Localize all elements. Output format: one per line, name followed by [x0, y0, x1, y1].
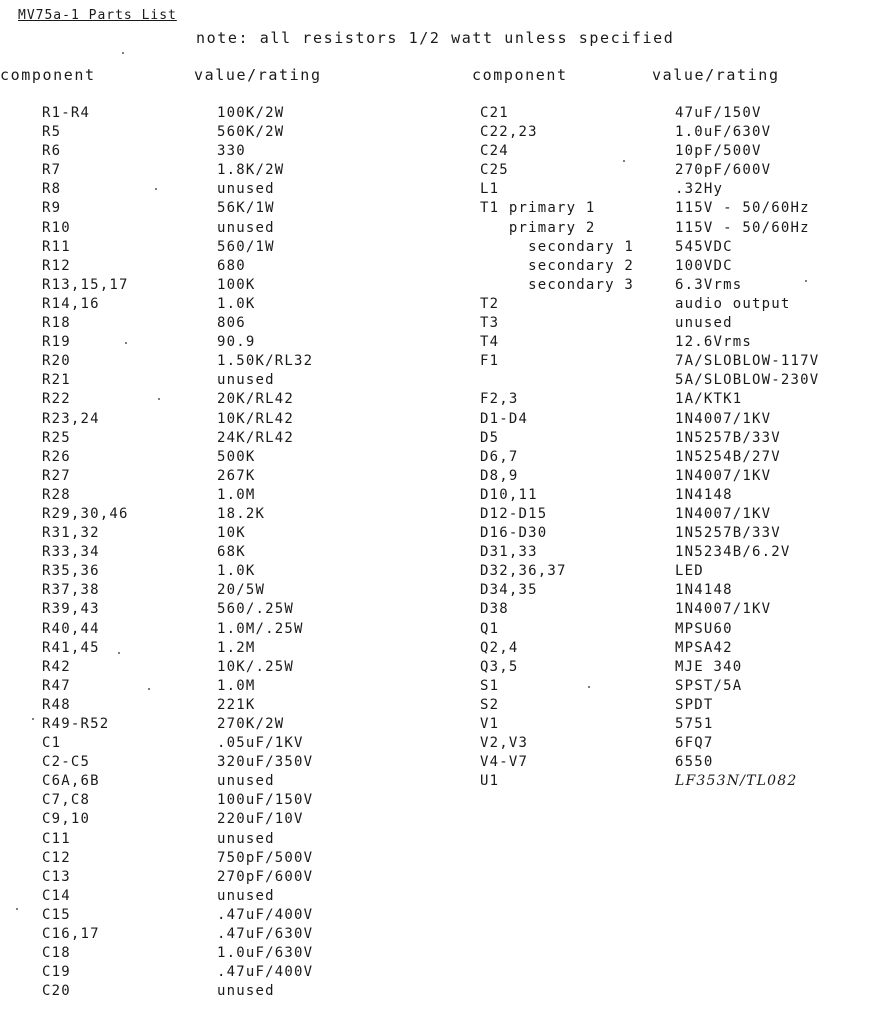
value-cell: 7A/SLOBLOW-117V: [675, 353, 820, 370]
value-cell: unused: [217, 219, 275, 236]
value-cell: 545VDC: [675, 238, 733, 255]
scan-speck: [155, 188, 157, 190]
component-cell: C12: [42, 849, 71, 866]
value-cell: 10K: [217, 525, 246, 542]
component-cell: F1: [480, 353, 500, 370]
value-cell: 68K: [217, 544, 246, 561]
value-cell: 100VDC: [675, 257, 733, 274]
component-cell: R12: [42, 257, 71, 274]
component-cell: R49-R52: [42, 716, 110, 732]
value-cell: 1N4007/1KV: [675, 467, 772, 484]
component-cell: R10: [42, 219, 71, 236]
value-cell: 18.2K: [217, 505, 266, 522]
value-cell: 47uF/150V: [675, 105, 762, 121]
value-cell: 56K/1W: [217, 200, 275, 217]
component-cell: Q3,5: [480, 658, 519, 675]
component-cell: C9,10: [42, 811, 91, 828]
value-cell: unused: [675, 315, 733, 332]
component-cell: R31,32: [42, 525, 100, 542]
component-cell: R25: [42, 429, 71, 446]
component-cell: D32,36,37: [480, 563, 567, 580]
component-cell: T4: [480, 334, 500, 351]
value-cell: 330: [217, 143, 246, 160]
value-cell: 1.0K: [217, 295, 256, 312]
component-cell: C19: [42, 964, 71, 981]
value-cell: 1N4007/1KV: [675, 410, 772, 427]
value-cell: 220uF/10V: [217, 811, 304, 828]
value-cell: 267K: [217, 467, 256, 484]
component-cell: U1: [480, 773, 500, 790]
value-cell: 1N5257B/33V: [675, 525, 781, 542]
component-cell: D6,7: [480, 448, 519, 465]
component-cell: L1: [480, 181, 500, 198]
value-cell: unused: [217, 372, 275, 389]
scan-speck: [148, 688, 150, 690]
component-cell: R6: [42, 143, 62, 160]
component-cell: D16-D30: [480, 525, 548, 542]
value-cell: .47uF/630V: [217, 926, 314, 943]
component-cell: V1: [480, 716, 500, 732]
value-cell: 100uF/150V: [217, 792, 314, 809]
component-cell: R47: [42, 677, 71, 694]
component-cell: D31,33: [480, 544, 538, 561]
header-right-value: value/rating: [652, 66, 780, 84]
component-cell: R48: [42, 696, 71, 713]
value-cell: 1.8K/2W: [217, 162, 285, 179]
scan-speck: [805, 280, 807, 282]
scan-speck: [158, 398, 160, 400]
value-cell: 1.0uF/630V: [675, 124, 772, 141]
value-cell: unused: [217, 830, 275, 847]
value-cell: 560K/2W: [217, 124, 285, 141]
component-cell: V2,V3: [480, 735, 529, 752]
value-cell: MPSU60: [675, 620, 733, 637]
component-cell: C7,C8: [42, 792, 91, 809]
component-cell: R11: [42, 238, 71, 255]
scan-speck: [118, 652, 120, 654]
component-cell: C22,23: [480, 124, 538, 141]
component-cell: R22: [42, 391, 71, 408]
value-cell: unused: [217, 773, 275, 790]
value-cell: 270pF/600V: [217, 868, 314, 885]
component-cell: T1 primary 1: [480, 200, 596, 217]
value-cell: unused: [217, 887, 275, 904]
component-cell: C25: [480, 162, 509, 179]
value-cell: 1.0uF/630V: [217, 945, 314, 962]
value-cell: 270K/2W: [217, 716, 285, 732]
component-cell: R14,16: [42, 295, 100, 312]
component-cell: R1-R4: [42, 105, 91, 121]
value-cell: 1.0K: [217, 563, 256, 580]
value-cell: 560/1W: [217, 238, 275, 255]
value-cell: 6550: [675, 754, 714, 771]
value-cell: 1.0M: [217, 677, 256, 694]
value-cell: 270pF/600V: [675, 162, 772, 179]
component-cell: primary 2: [480, 219, 596, 236]
value-cell: 12.6Vrms: [675, 334, 753, 351]
scan-speck: [122, 52, 124, 54]
component-cell: C14: [42, 887, 71, 904]
value-cell: SPST/5A: [675, 677, 743, 694]
component-cell: R42: [42, 658, 71, 675]
value-cell: 100K: [217, 276, 256, 293]
component-cell: C1: [42, 735, 62, 752]
value-cell: 1N4007/1KV: [675, 505, 772, 522]
component-cell: Q1: [480, 620, 500, 637]
value-cell: SPDT: [675, 696, 714, 713]
component-cell: D38: [480, 601, 509, 618]
component-cell: R33,34: [42, 544, 100, 561]
component-cell: R18: [42, 315, 71, 332]
component-cell: R29,30,46: [42, 505, 129, 522]
value-cell: .32Hy: [675, 181, 724, 198]
component-cell: R41,45: [42, 639, 100, 656]
component-cell: C6A,6B: [42, 773, 100, 790]
component-cell: secondary 2: [480, 257, 635, 274]
component-cell: C2-C5: [42, 754, 91, 771]
component-cell: secondary 3: [480, 276, 635, 293]
component-cell: R26: [42, 448, 71, 465]
parts-list-right-column: [480, 104, 873, 791]
value-cell: 680: [217, 257, 246, 274]
value-cell: MPSA42: [675, 639, 733, 656]
value-cell: unused: [217, 983, 275, 1000]
component-cell: R19: [42, 334, 71, 351]
value-cell: 5A/SLOBLOW-230V: [675, 372, 820, 389]
component-cell: R21: [42, 372, 71, 389]
component-cell: C18: [42, 945, 71, 962]
scan-speck: [125, 342, 127, 344]
value-cell: 1N4148: [675, 486, 733, 503]
value-cell: 24K/RL42: [217, 429, 295, 446]
value-cell: MJE 340: [675, 658, 743, 675]
value-cell: LED: [675, 563, 704, 580]
scan-speck: [16, 908, 18, 910]
value-cell: 115V - 50/60Hz: [675, 219, 810, 236]
component-cell: F2,3: [480, 391, 519, 408]
value-cell: 1N5234B/6.2V: [675, 544, 791, 561]
value-cell: 1.2M: [217, 639, 256, 656]
value-cell: 1N4148: [675, 582, 733, 599]
component-cell: R5: [42, 124, 62, 141]
value-cell: 1.0M/.25W: [217, 620, 304, 637]
value-cell: 1N5257B/33V: [675, 429, 781, 446]
component-cell: D34,35: [480, 582, 538, 599]
value-cell: 115V - 50/60Hz: [675, 200, 810, 217]
component-cell: S2: [480, 696, 500, 713]
parts-list-left-column: [42, 104, 457, 1001]
scan-speck: [32, 718, 34, 720]
component-cell: C15: [42, 906, 71, 923]
value-cell: 10K/RL42: [217, 410, 295, 427]
value-cell: 10pF/500V: [675, 143, 762, 160]
value-cell: 221K: [217, 696, 256, 713]
value-cell: 1A/KTK1: [675, 391, 743, 408]
value-cell: unused: [217, 181, 275, 198]
header-left-component: component: [0, 66, 96, 84]
component-cell: C13: [42, 868, 71, 885]
component-cell: V4-V7: [480, 754, 529, 771]
value-cell: LF353N/TL082: [675, 773, 798, 790]
component-cell: T3: [480, 315, 500, 332]
component-cell: R28: [42, 486, 71, 503]
component-cell: D10,11: [480, 486, 538, 503]
component-cell: R13,15,17: [42, 276, 129, 293]
component-cell: T2: [480, 295, 500, 312]
value-cell: .05uF/1KV: [217, 735, 304, 752]
value-cell: 6FQ7: [675, 735, 714, 752]
value-cell: .47uF/400V: [217, 906, 314, 923]
component-cell: C16,17: [42, 926, 100, 943]
value-cell: audio output: [675, 295, 791, 312]
component-cell: R9: [42, 200, 62, 217]
component-cell: R35,36: [42, 563, 100, 580]
component-cell: C21: [480, 105, 509, 121]
component-cell: R8: [42, 181, 62, 198]
component-cell: R39,43: [42, 601, 100, 618]
resistor-note: note: all resistors 1/2 watt unless specified: [196, 29, 675, 47]
component-cell: secondary 1: [480, 238, 635, 255]
component-cell: C20: [42, 983, 71, 1000]
value-cell: 1N4007/1KV: [675, 601, 772, 618]
component-cell: C24: [480, 143, 509, 160]
component-cell: D8,9: [480, 467, 519, 484]
value-cell: 1.0M: [217, 486, 256, 503]
component-cell: D12-D15: [480, 505, 548, 522]
value-cell: 750pF/500V: [217, 849, 314, 866]
header-right-component: component: [472, 66, 568, 84]
component-cell: Q2,4: [480, 639, 519, 656]
component-cell: R23,24: [42, 410, 100, 427]
component-cell: C11: [42, 830, 71, 847]
component-cell: R27: [42, 467, 71, 484]
scan-speck: [588, 686, 590, 688]
component-cell: R7: [42, 162, 62, 179]
component-cell: R37,38: [42, 582, 100, 599]
component-cell: [480, 371, 675, 390]
value-cell: 10K/.25W: [217, 658, 295, 675]
scan-speck: [623, 160, 625, 162]
value-cell: 1.50K/RL32: [217, 353, 314, 370]
value-cell: 20K/RL42: [217, 391, 295, 408]
value-cell: .47uF/400V: [217, 964, 314, 981]
component-cell: S1: [480, 677, 500, 694]
component-cell: D5: [480, 429, 500, 446]
value-cell: 100K/2W: [217, 105, 285, 121]
header-left-value: value/rating: [194, 66, 322, 84]
value-cell: 320uF/350V: [217, 754, 314, 771]
value-cell: 20/5W: [217, 582, 266, 599]
value-cell: 806: [217, 315, 246, 332]
value-cell: 500K: [217, 448, 256, 465]
value-cell: 90.9: [217, 334, 256, 351]
value-cell: 5751: [675, 716, 714, 732]
document-title: MV75a-1 Parts List: [18, 8, 177, 23]
value-cell: 560/.25W: [217, 601, 295, 618]
component-cell: D1-D4: [480, 410, 529, 427]
component-cell: R20: [42, 353, 71, 370]
value-cell: 6.3Vrms: [675, 276, 743, 293]
value-cell: 1N5254B/27V: [675, 448, 781, 465]
component-cell: R40,44: [42, 620, 100, 637]
